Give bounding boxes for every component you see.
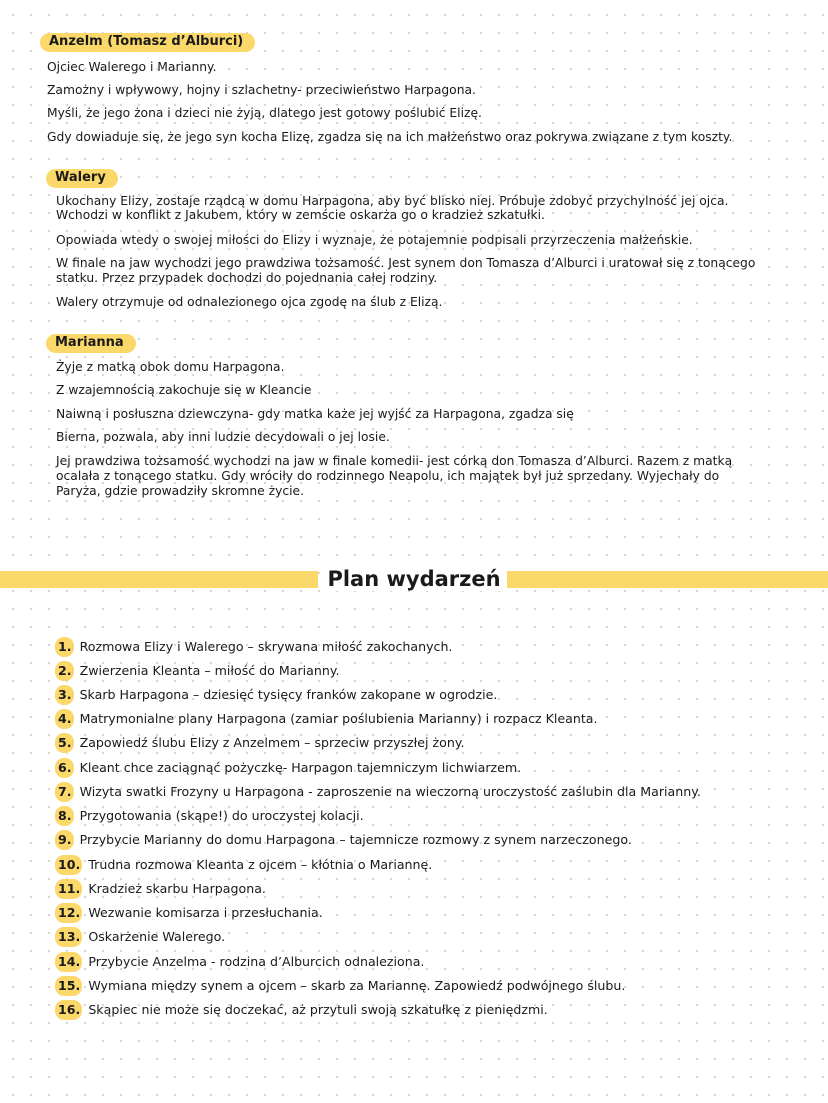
plan-item-text: Wymiana między synem a ojcem – skarb za Mariannę. Zapowiedź podwójnego ślubu.: [84, 978, 626, 993]
plan-item: [55, 903, 323, 923]
character-name-label: Walery: [46, 169, 118, 188]
plan-item: [55, 927, 225, 947]
plan-item-text: Przygotowania (skąpe!) do uroczystej kolacji.: [75, 808, 364, 823]
plan-item-text: Skąpiec nie może się doczekać, aż przytuli swoją szkatułkę z pieniędzmi.: [84, 1002, 548, 1017]
plan-item-text: Kradzież skarbu Harpagona.: [84, 881, 266, 896]
plan-item-number: 15.: [55, 976, 82, 996]
plan-item-number: 6.: [55, 758, 74, 778]
plan-item-text: Wezwanie komisarza i przesłuchania.: [84, 905, 323, 920]
plan-item: [55, 855, 432, 875]
plan-item: [55, 782, 701, 802]
plan-item: [55, 637, 452, 657]
character-description-line: Zamożny i wpływowy, hojny i szlachetny- przeciwieństwo Harpagona.: [47, 83, 476, 97]
plan-item-number: 2.: [55, 661, 74, 681]
plan-item-text: Oskarżenie Walerego.: [84, 929, 226, 944]
character-name-label: Marianna: [46, 334, 136, 353]
character-description-line: Bierna, pozwala, aby inni ludzie decydowali o jej losie.: [56, 430, 390, 444]
character-description-line: Gdy dowiaduje się, że jego syn kocha Elizę, zgadza się na ich małżeństwo oraz pokrywa związane z tym koszty.: [47, 130, 733, 144]
plan-item-number: 4.: [55, 709, 74, 729]
plan-item-number: 13.: [55, 927, 82, 947]
plan-item: [55, 758, 521, 778]
plan-item-text: Zwierzenia Kleanta – miłość do Marianny.: [75, 663, 340, 678]
plan-title: [0, 564, 828, 594]
character-description-line: Z wzajemnością zakochuje się w Kleancie: [56, 383, 312, 397]
character-description-line: Opowiada wtedy o swojej miłości do Elizy i wyznaje, że potajemnie podpisali przyrzeczenia małżeńskie.: [56, 233, 693, 247]
character-description-line: Naiwną i posłuszna dziewczyna- gdy matka każe jej wyjść za Harpagona, zgadza się: [56, 407, 574, 421]
plan-item: [55, 1000, 548, 1020]
plan-item-text: Przybycie Anzelma - rodzina d’Alburcich odnaleziona.: [84, 954, 425, 969]
character-description-line: W finale na jaw wychodzi jego prawdziwa tożsamość. Jest synem don Tomasza d’Alburci i uratował się z tonącego: [56, 256, 756, 270]
plan-item: [55, 733, 464, 753]
plan-item-number: 12.: [55, 903, 82, 923]
plan-item-number: 14.: [55, 952, 82, 972]
plan-item-number: 10.: [55, 855, 82, 875]
character-name-label: Anzelm (Tomasz d’Alburci): [40, 33, 255, 52]
plan-title-text: Plan wydarzeń: [321, 567, 506, 591]
character-description-line: Ukochany Elizy, zostaje rządcą w domu Harpagona, aby być blisko niej. Próbuje zdobyć przychylność jej ojca.: [56, 194, 729, 208]
character-description-line: Myśli, że jego żona i dzieci nie żyją, dlatego jest gotowy poślubić Elizę.: [47, 106, 482, 120]
character-description-line: statku. Przez przypadek dochodzi do pojednania całej rodziny.: [56, 271, 438, 285]
plan-item: [55, 685, 497, 705]
plan-item-text: Kleant chce zaciągnąć pożyczkę- Harpagon tajemniczym lichwiarzem.: [75, 760, 522, 775]
plan-item-text: Wizyta swatki Frozyny u Harpagona - zaproszenie na wieczorną uroczystość zaślubin dla Marianny.: [75, 784, 701, 799]
plan-item-text: Rozmowa Elizy i Walerego – skrywana miłość zakochanych.: [75, 639, 453, 654]
character-description-line: ocalała z tonącego statku. Gdy wróciły do rodzinnego Neapolu, ich majątek był już sprzedany. Wyjechały do: [56, 469, 720, 483]
character-description-line: Wchodzi w konflikt z Jakubem, który w zemście oskarża go o kradzież szkatułki.: [56, 208, 545, 222]
plan-item: [55, 879, 266, 899]
plan-item-text: Skarb Harpagona – dziesięć tysięcy franków zakopane w ogrodzie.: [75, 687, 498, 702]
plan-item: [55, 830, 632, 850]
character-description-line: Żyje z matką obok domu Harpagona.: [56, 360, 285, 374]
plan-item: [55, 709, 597, 729]
plan-item-number: 11.: [55, 879, 82, 899]
plan-item-text: Matrymonialne plany Harpagona (zamiar poślubienia Marianny) i rozpacz Kleanta.: [75, 711, 598, 726]
plan-item: [55, 661, 339, 681]
character-description-line: Ojciec Walerego i Marianny.: [47, 60, 217, 74]
plan-item-number: 8.: [55, 806, 74, 826]
plan-item-number: 7.: [55, 782, 74, 802]
plan-item: [55, 806, 364, 826]
character-description-line: Walery otrzymuje od odnalezionego ojca zgodę na ślub z Elizą.: [56, 295, 443, 309]
plan-item-text: Przybycie Marianny do domu Harpagona – tajemnicze rozmowy z synem narzeczonego.: [75, 832, 632, 847]
plan-item-text: Trudna rozmowa Kleanta z ojcem – kłótnia o Mariannę.: [84, 857, 433, 872]
character-description-line: Paryża, gdzie prowadziły skromne życie.: [56, 484, 305, 498]
plan-item: [55, 976, 625, 996]
plan-item-number: 9.: [55, 830, 74, 850]
character-description-line: Jej prawdziwa tożsamość wychodzi na jaw w finale komedii- jest córką don Tomasza d’Alburci. Razem z matką: [56, 454, 733, 468]
plan-item: [55, 952, 424, 972]
plan-item-number: 5.: [55, 733, 74, 753]
plan-item-number: 1.: [55, 637, 74, 657]
plan-item-number: 16.: [55, 1000, 82, 1020]
plan-item-text: Zapowiedź ślubu Elizy z Anzelmem – sprzeciw przyszłej żony.: [75, 735, 465, 750]
plan-item-number: 3.: [55, 685, 74, 705]
